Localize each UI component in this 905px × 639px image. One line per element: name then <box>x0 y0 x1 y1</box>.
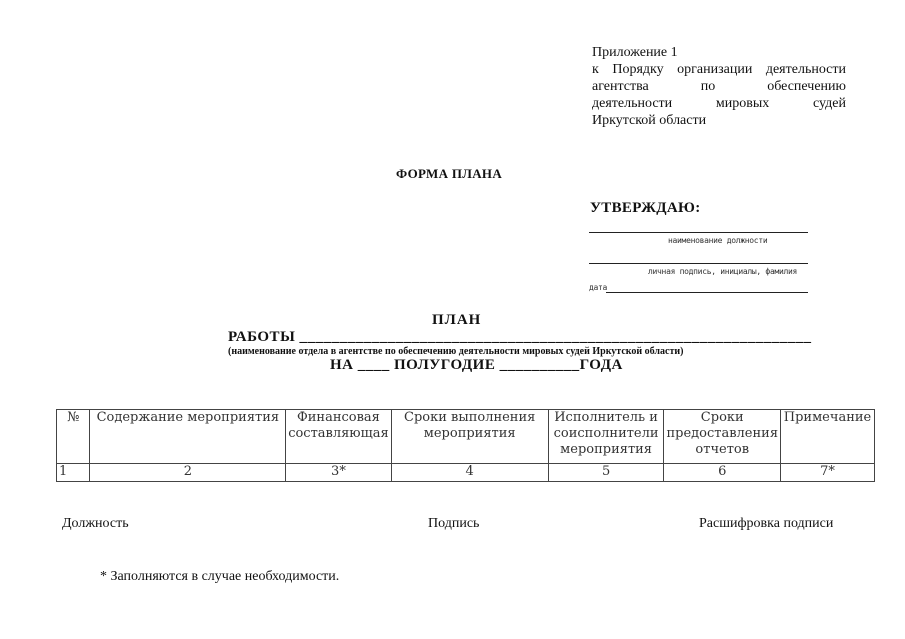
header-number: № <box>57 410 90 464</box>
position-signature-line <box>589 232 808 233</box>
table-cell: 4 <box>391 464 548 482</box>
appendix-line-2: к Порядку организации деятельности <box>592 62 846 77</box>
table-cell: 2 <box>90 464 286 482</box>
appendix-line-5: Иркутской области <box>592 113 707 128</box>
header-note: Примечание <box>781 410 875 464</box>
appendix-line-3: агентства по обеспечению <box>592 79 846 94</box>
date-line <box>606 292 808 293</box>
header-deadlines: Сроки выполнения мероприятия <box>391 410 548 464</box>
header-report-deadlines: Сроки предоставления отчетов <box>664 410 781 464</box>
position-label: Должность <box>62 516 129 531</box>
header-financial: Финансовая составляющая <box>286 410 391 464</box>
footnote: * Заполняются в случае необходимости. <box>100 569 340 584</box>
halfyear-line: НА ____ ПОЛУГОДИЕ __________ГОДА <box>330 357 623 373</box>
table-row <box>57 464 875 482</box>
work-line: РАБОТЫ ________________________________________________________________ <box>228 329 812 345</box>
plan-heading: ПЛАН <box>432 312 482 328</box>
header-executor: Исполнитель и соисполнители мероприятия <box>548 410 664 464</box>
table-cell: 1 <box>57 464 90 482</box>
date-label: дата <box>589 283 608 292</box>
table-cell: 3* <box>286 464 391 482</box>
signature-caption: личная подпись, инициалы, фамилия <box>648 267 798 276</box>
appendix-block <box>592 44 846 129</box>
department-note: (наименование отдела в агентстве по обеспечению деятельности мировых судей Иркутской области) <box>228 346 684 357</box>
approval-title: УТВЕРЖДАЮ: <box>590 200 701 216</box>
personal-signature-line <box>589 263 808 264</box>
appendix-line-1: Приложение 1 <box>592 45 678 60</box>
header-content: Содержание мероприятия <box>90 410 286 464</box>
table-header-row <box>57 410 875 464</box>
appendix-line-4: деятельности мировых судей <box>592 96 846 111</box>
position-caption: наименование должности <box>668 236 768 245</box>
table-cell: 6 <box>664 464 781 482</box>
table-cell: 7* <box>781 464 875 482</box>
form-title: ФОРМА ПЛАНА <box>396 166 503 181</box>
plan-table <box>56 409 875 482</box>
signature-decoding-label: Расшифровка подписи <box>699 516 834 531</box>
table-cell: 5 <box>548 464 664 482</box>
signature-label: Подпись <box>428 516 480 531</box>
